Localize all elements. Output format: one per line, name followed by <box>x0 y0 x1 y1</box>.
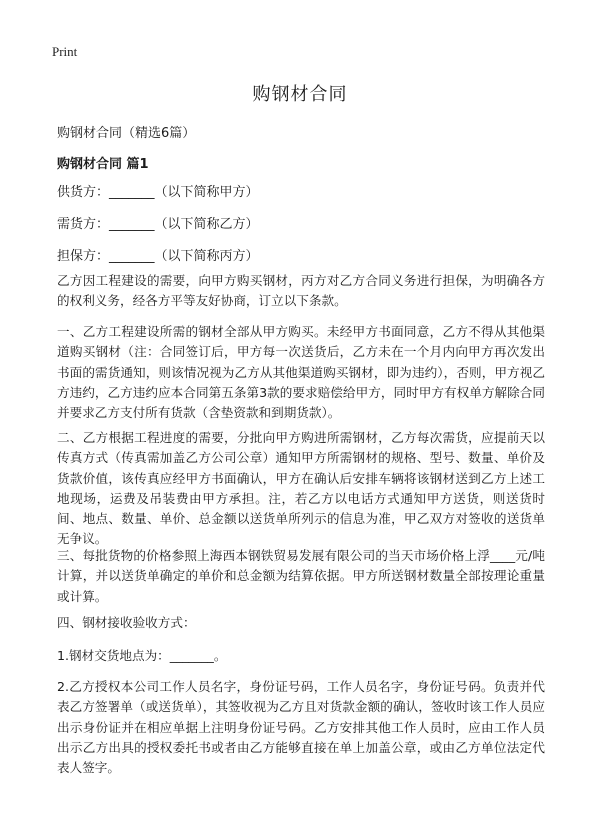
section-heading: 购钢材合同 篇1 <box>57 157 149 172</box>
paragraph-clause-2: 二、乙方根据工程进度的需要，分批向甲方购进所需钢材，乙方每次需货，应提前天以传真方式（传真需加盖乙方公司公章）通知甲方所需钢材的规格、型号、数量、单价及货款价值，该传真应经甲方书面确认，甲方在确认后安排车辆将该钢材送到乙方上述工地现场，运费及吊装费由甲方承担。注，若乙方以电话方式通知甲方送货，则送货时间、地点、数量、单价、总金额以送货单所列示的信息为准，甲乙双方对签收的送货单无争议。 <box>57 430 545 547</box>
paragraph-clause-4-heading: 四、钢材接收验收方式： <box>57 615 196 630</box>
print-link[interactable]: Print <box>52 44 78 59</box>
paragraph-preamble: 乙方因工程建设的需要，向甲方购买钢材，丙方对乙方合同义务进行担保，为明确各方的权利义务，经各方平等友好协商，订立以下条款。 <box>57 273 545 309</box>
paragraph-clause-1: 一、乙方工程建设所需的钢材全部从甲方购买。未经甲方书面同意，乙方不得从其他渠道购买钢材（注：合同签订后，甲方每一次送货后，乙方未在一个月内向甲方再次发出书面的需货通知，则该情况视为乙方从其他渠道购买钢材，即为违约），否则，甲方视乙方违约，乙方违约应本合同第五条第3款的要求赔偿给甲方，同时甲方有权单方解除合同并要求乙方支付所有货款（含垫资款和到期货款）。 <box>57 324 545 421</box>
party-buyer: 需货方：_______（以下简称乙方） <box>57 217 259 232</box>
party-guarantor: 担保方：_______（以下简称丙方） <box>57 249 259 264</box>
paragraph-clause-4-item-1: 1.钢材交货地点为：_______。 <box>57 648 227 663</box>
paragraph-clause-4-item-2: 2.乙方授权本公司工作人员名字，身份证号码，工作人员名字，身份证号码。负责并代表乙方签署单（或送货单），其签收视为乙方且对货款金额的确认，签收时该工作人员应出示身份证并在相应单据上注明身份证号码。乙方安排其他工作人员时，应由工作人员出示乙方出具的授权委托书或者由乙方能够直接在单上加盖公章，或由乙方单位法定代表人签字。 <box>57 679 545 776</box>
party-supplier: 供货方：_______（以下简称甲方） <box>57 185 259 200</box>
paragraph-clause-3: 三、每批货物的价格参照上海西本钢铁贸易发展有限公司的当天市场价格上浮____元/吨计算，并以送货单确定的单价和总金额为结算依据。甲方所送钢材数量全部按理论重量或计算。 <box>57 548 545 604</box>
document-subtitle: 购钢材合同（精选6篇） <box>57 126 196 141</box>
document-title: 购钢材合同 <box>252 84 348 105</box>
